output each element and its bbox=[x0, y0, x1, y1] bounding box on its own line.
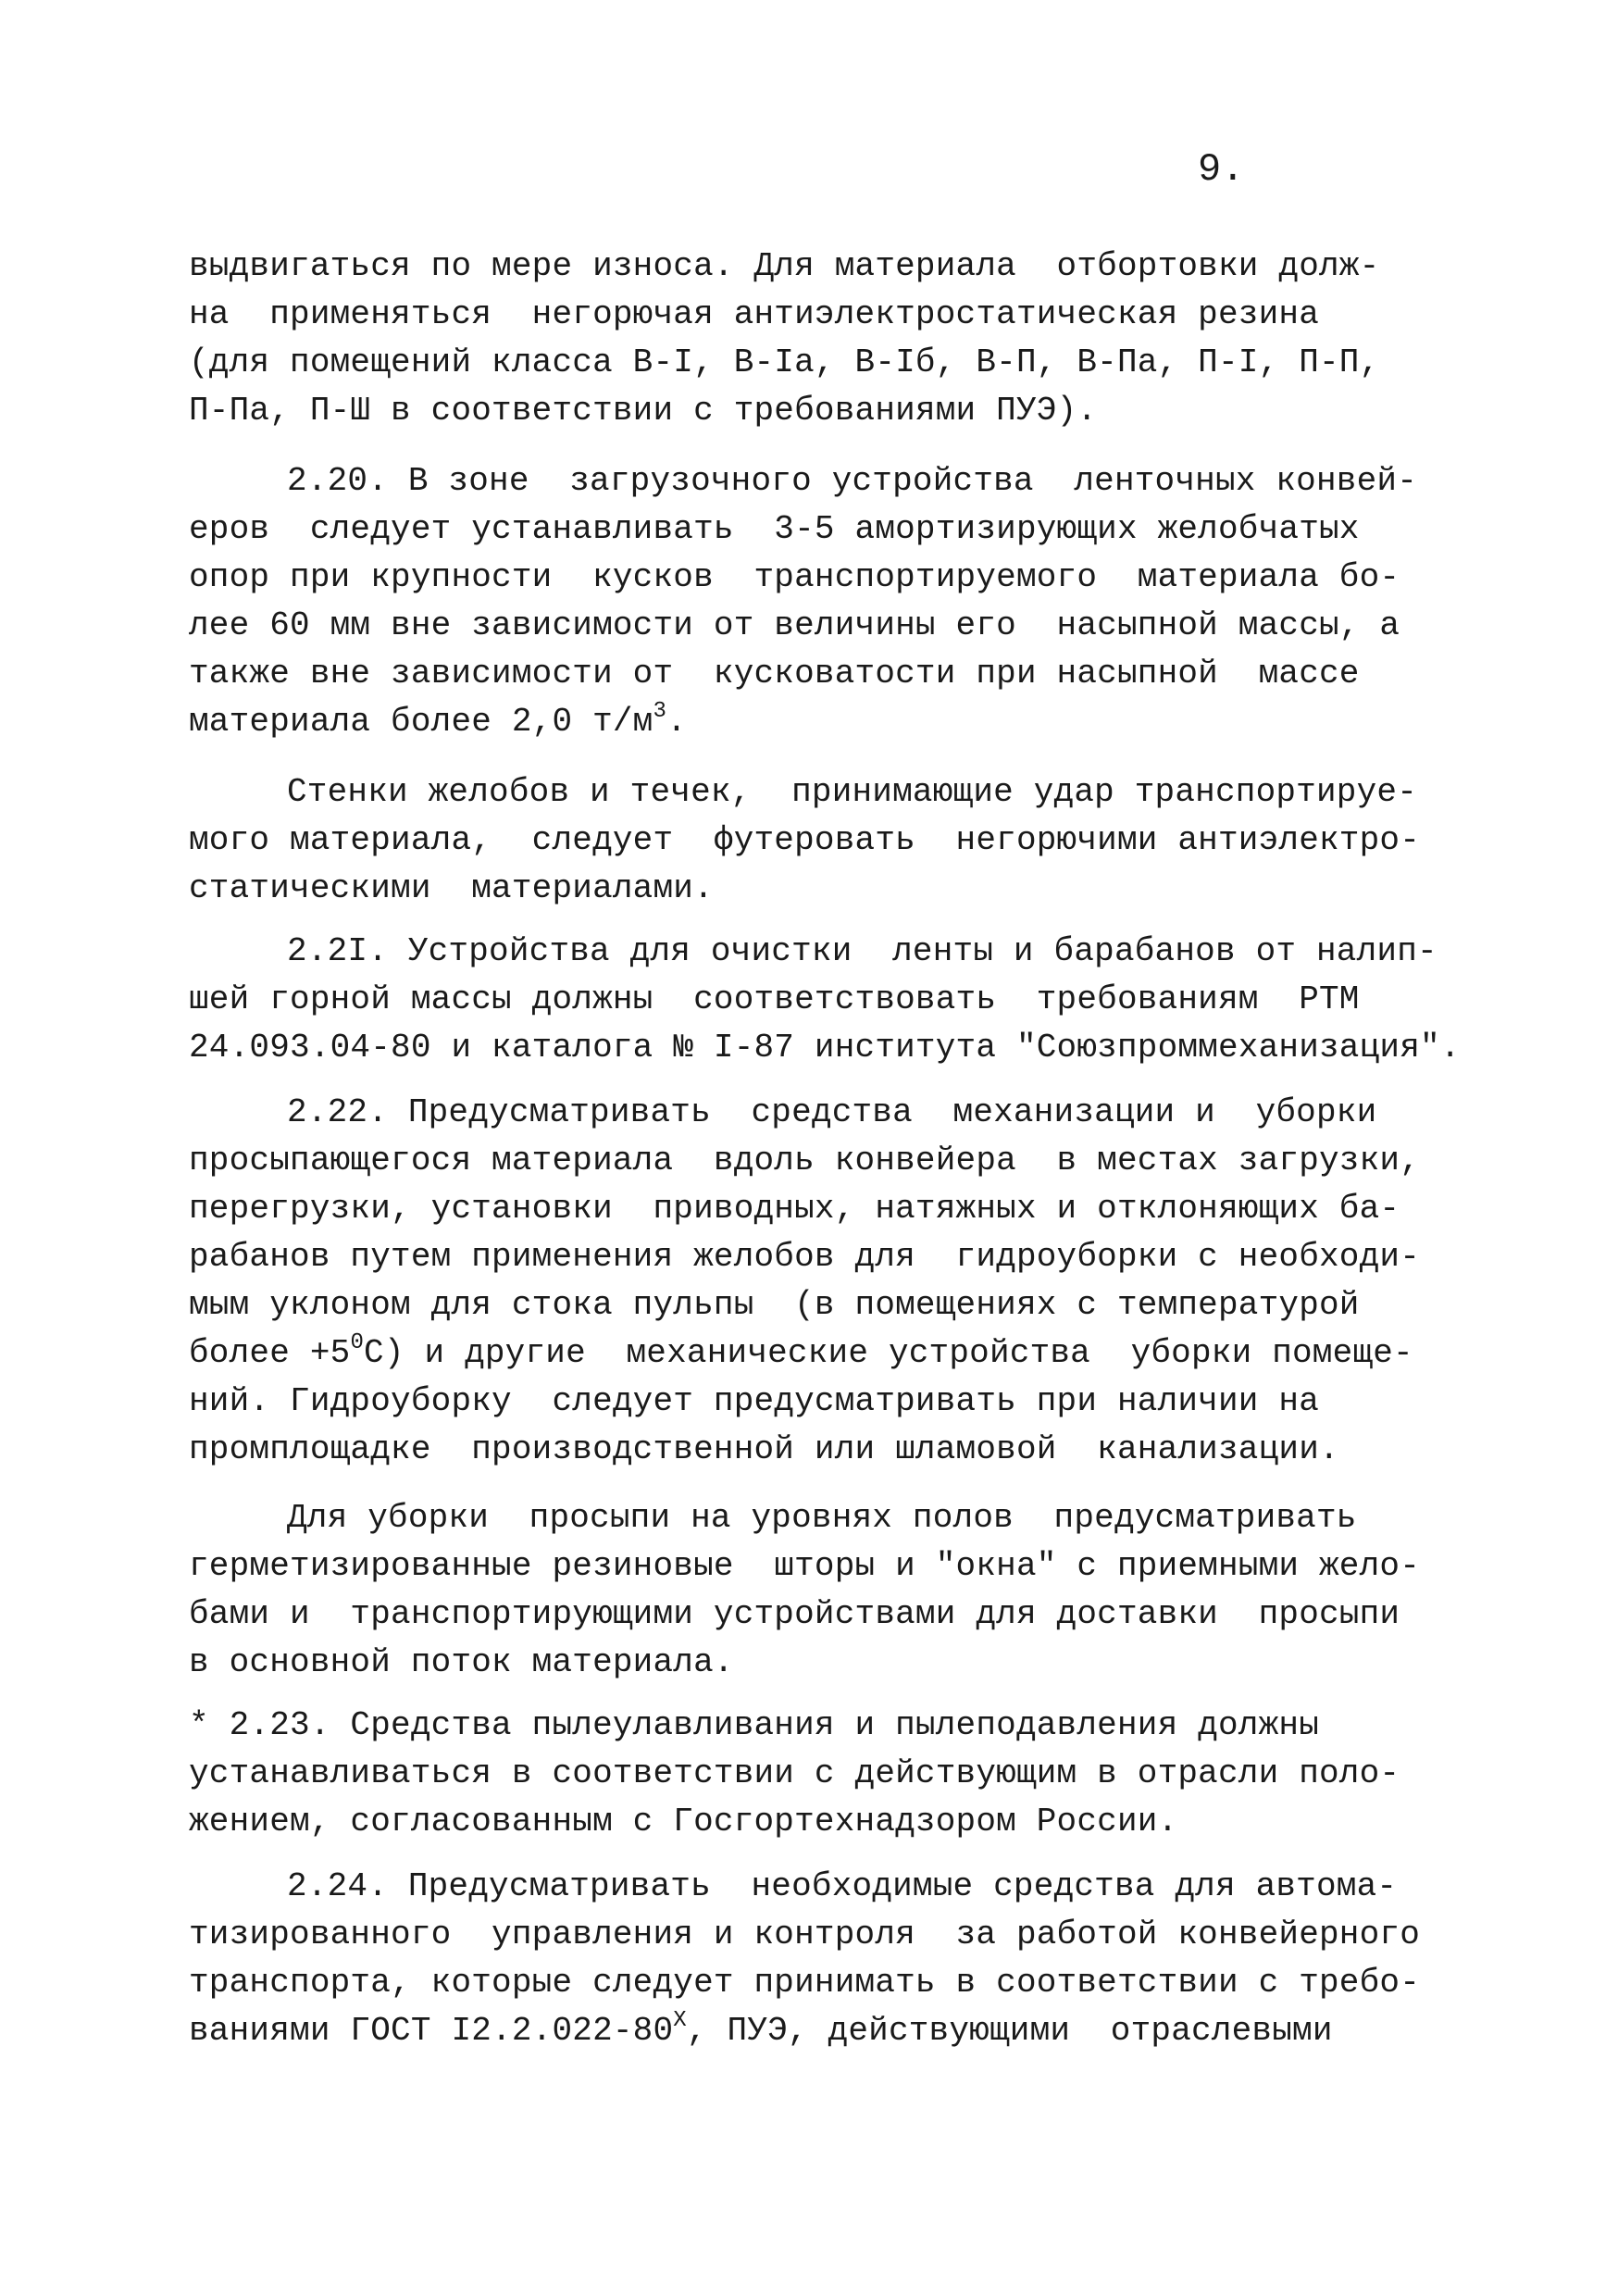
text-line bbox=[189, 1542, 1448, 1591]
text-line bbox=[189, 1591, 1448, 1639]
text-line bbox=[189, 1329, 1448, 1378]
paragraph bbox=[189, 243, 1448, 435]
text-line bbox=[189, 817, 1448, 865]
text-line bbox=[189, 1378, 1448, 1426]
text-line bbox=[189, 1281, 1448, 1329]
text-line bbox=[189, 243, 1448, 291]
text-line bbox=[189, 650, 1448, 698]
text-line bbox=[189, 2007, 1448, 2055]
text-line bbox=[189, 291, 1448, 339]
line-text: рабанов путем применения желобов для гидроуборки с необходи- bbox=[189, 1238, 1421, 1276]
paragraph bbox=[189, 457, 1448, 746]
text-line bbox=[189, 1959, 1448, 2007]
text-line bbox=[189, 1089, 1448, 1137]
line-text: жением, согласованным с Госгортехнадзором России. bbox=[189, 1803, 1178, 1841]
text-line bbox=[189, 928, 1448, 976]
text-line bbox=[189, 1702, 1448, 1750]
text-line bbox=[189, 1426, 1448, 1474]
line-text: Для уборки просыпи на уровнях полов предусматривать bbox=[287, 1499, 1357, 1537]
line-text: также вне зависимости от кусковатости при насыпной массе bbox=[189, 655, 1360, 693]
superscript: 3 bbox=[653, 699, 667, 724]
text-line bbox=[189, 1798, 1448, 1846]
text-line bbox=[189, 602, 1448, 650]
paragraph bbox=[189, 1089, 1448, 1474]
paragraph bbox=[189, 1494, 1448, 1687]
text-line bbox=[189, 698, 1448, 746]
line-text: Стенки желобов и течек, принимающие удар транспортируе- bbox=[287, 773, 1417, 811]
line-text: на применяться негорючая антиэлектростатическая резина bbox=[189, 295, 1319, 333]
text-line bbox=[189, 339, 1448, 387]
line-text-continuation: . bbox=[666, 703, 687, 741]
line-text: 2.24. Предусматривать необходимые средства для автома- bbox=[287, 1867, 1398, 1905]
line-text-continuation: С) и другие механические устройства уборки помеще- bbox=[364, 1334, 1413, 1372]
line-text: (для помещений класса В-I, В-Iа, В-Iб, В-П, В-Па, П-I, П-П, bbox=[189, 343, 1380, 381]
text-line bbox=[189, 1185, 1448, 1233]
line-text: мого материала, следует футеровать негорючими антиэлектро- bbox=[189, 821, 1421, 859]
paragraph bbox=[189, 1702, 1448, 1846]
text-line bbox=[189, 457, 1448, 505]
line-text: 2.20. В зоне загрузочного устройства ленточных конвей- bbox=[287, 462, 1417, 500]
line-text: бами и транспортирующими устройствами для доставки просыпи bbox=[189, 1595, 1400, 1633]
text-line bbox=[189, 554, 1448, 602]
text-line bbox=[189, 976, 1448, 1024]
line-text: мым уклоном для стока пульпы (в помещениях с температурой bbox=[189, 1286, 1360, 1324]
line-text: герметизированные резиновые шторы и "окна" с приемными жело- bbox=[189, 1547, 1421, 1585]
page-number: 9. bbox=[1198, 147, 1245, 192]
line-text: шей горной массы должны соответствовать требованиям РТМ bbox=[189, 980, 1360, 1018]
line-text: транспорта, которые следует принимать в соответствии с требо- bbox=[189, 1964, 1421, 2002]
line-text: статическими материалами. bbox=[189, 869, 714, 907]
text-line bbox=[189, 1639, 1448, 1687]
line-text: * 2.23. Средства пылеулавливания и пылеподавления должны bbox=[189, 1706, 1319, 1744]
line-text: перегрузки, установки приводных, натяжных и отклоняющих ба- bbox=[189, 1190, 1400, 1228]
paragraph bbox=[189, 1863, 1448, 2055]
line-text: еров следует устанавливать 3-5 амортизирующих желобчатых bbox=[189, 510, 1360, 548]
text-line bbox=[189, 387, 1448, 435]
line-text: ваниями ГОСТ I2.2.022-80 bbox=[189, 2012, 674, 2050]
line-text: тизированного управления и контроля за работой конвейерного bbox=[189, 1915, 1421, 1953]
line-text-continuation: , ПУЭ, действующими отраслевыми bbox=[686, 2012, 1333, 2050]
superscript: 0 bbox=[350, 1330, 365, 1355]
text-line bbox=[189, 1494, 1448, 1542]
paragraph bbox=[189, 768, 1448, 913]
line-text: в основной поток материала. bbox=[189, 1643, 734, 1681]
paragraph bbox=[189, 928, 1461, 1072]
line-text: лее 60 мм вне зависимости от величины его насыпной массы, а bbox=[189, 606, 1400, 644]
text-line bbox=[189, 768, 1448, 817]
text-line bbox=[189, 1024, 1461, 1072]
line-text: П-Па, П-Ш в соответствии с требованиями ПУЭ). bbox=[189, 392, 1098, 430]
line-text: более +5 bbox=[189, 1334, 351, 1372]
line-text: просыпающегося материала вдоль конвейера в местах загрузки, bbox=[189, 1142, 1421, 1179]
text-line bbox=[189, 1863, 1448, 1911]
line-text: промплощадке производственной или шламовой канализации. bbox=[189, 1430, 1339, 1468]
superscript: Х bbox=[673, 2008, 687, 2033]
line-text: ний. Гидроуборку следует предусматривать при наличии на bbox=[189, 1382, 1319, 1420]
text-line bbox=[189, 1233, 1448, 1281]
line-text: опор при крупности кусков транспортируемого материала бо- bbox=[189, 558, 1400, 596]
line-text: 2.2I. Устройства для очистки ленты и барабанов от налип- bbox=[287, 932, 1438, 970]
text-line bbox=[189, 1137, 1448, 1185]
text-line bbox=[189, 865, 1448, 913]
text-line bbox=[189, 1911, 1448, 1959]
text-line bbox=[189, 1750, 1448, 1798]
line-text: материала более 2,0 т/м bbox=[189, 703, 653, 741]
line-text: 24.093.04-80 и каталога № I-87 института "Союзпроммеханизация". bbox=[189, 1029, 1461, 1067]
line-text: устанавливаться в соответствии с действующим в отрасли поло- bbox=[189, 1754, 1400, 1792]
line-text: 2.22. Предусматривать средства механизации и уборки bbox=[287, 1093, 1377, 1131]
text-line bbox=[189, 505, 1448, 554]
line-text: выдвигаться по мере износа. Для материала отбортовки долж- bbox=[189, 247, 1380, 285]
